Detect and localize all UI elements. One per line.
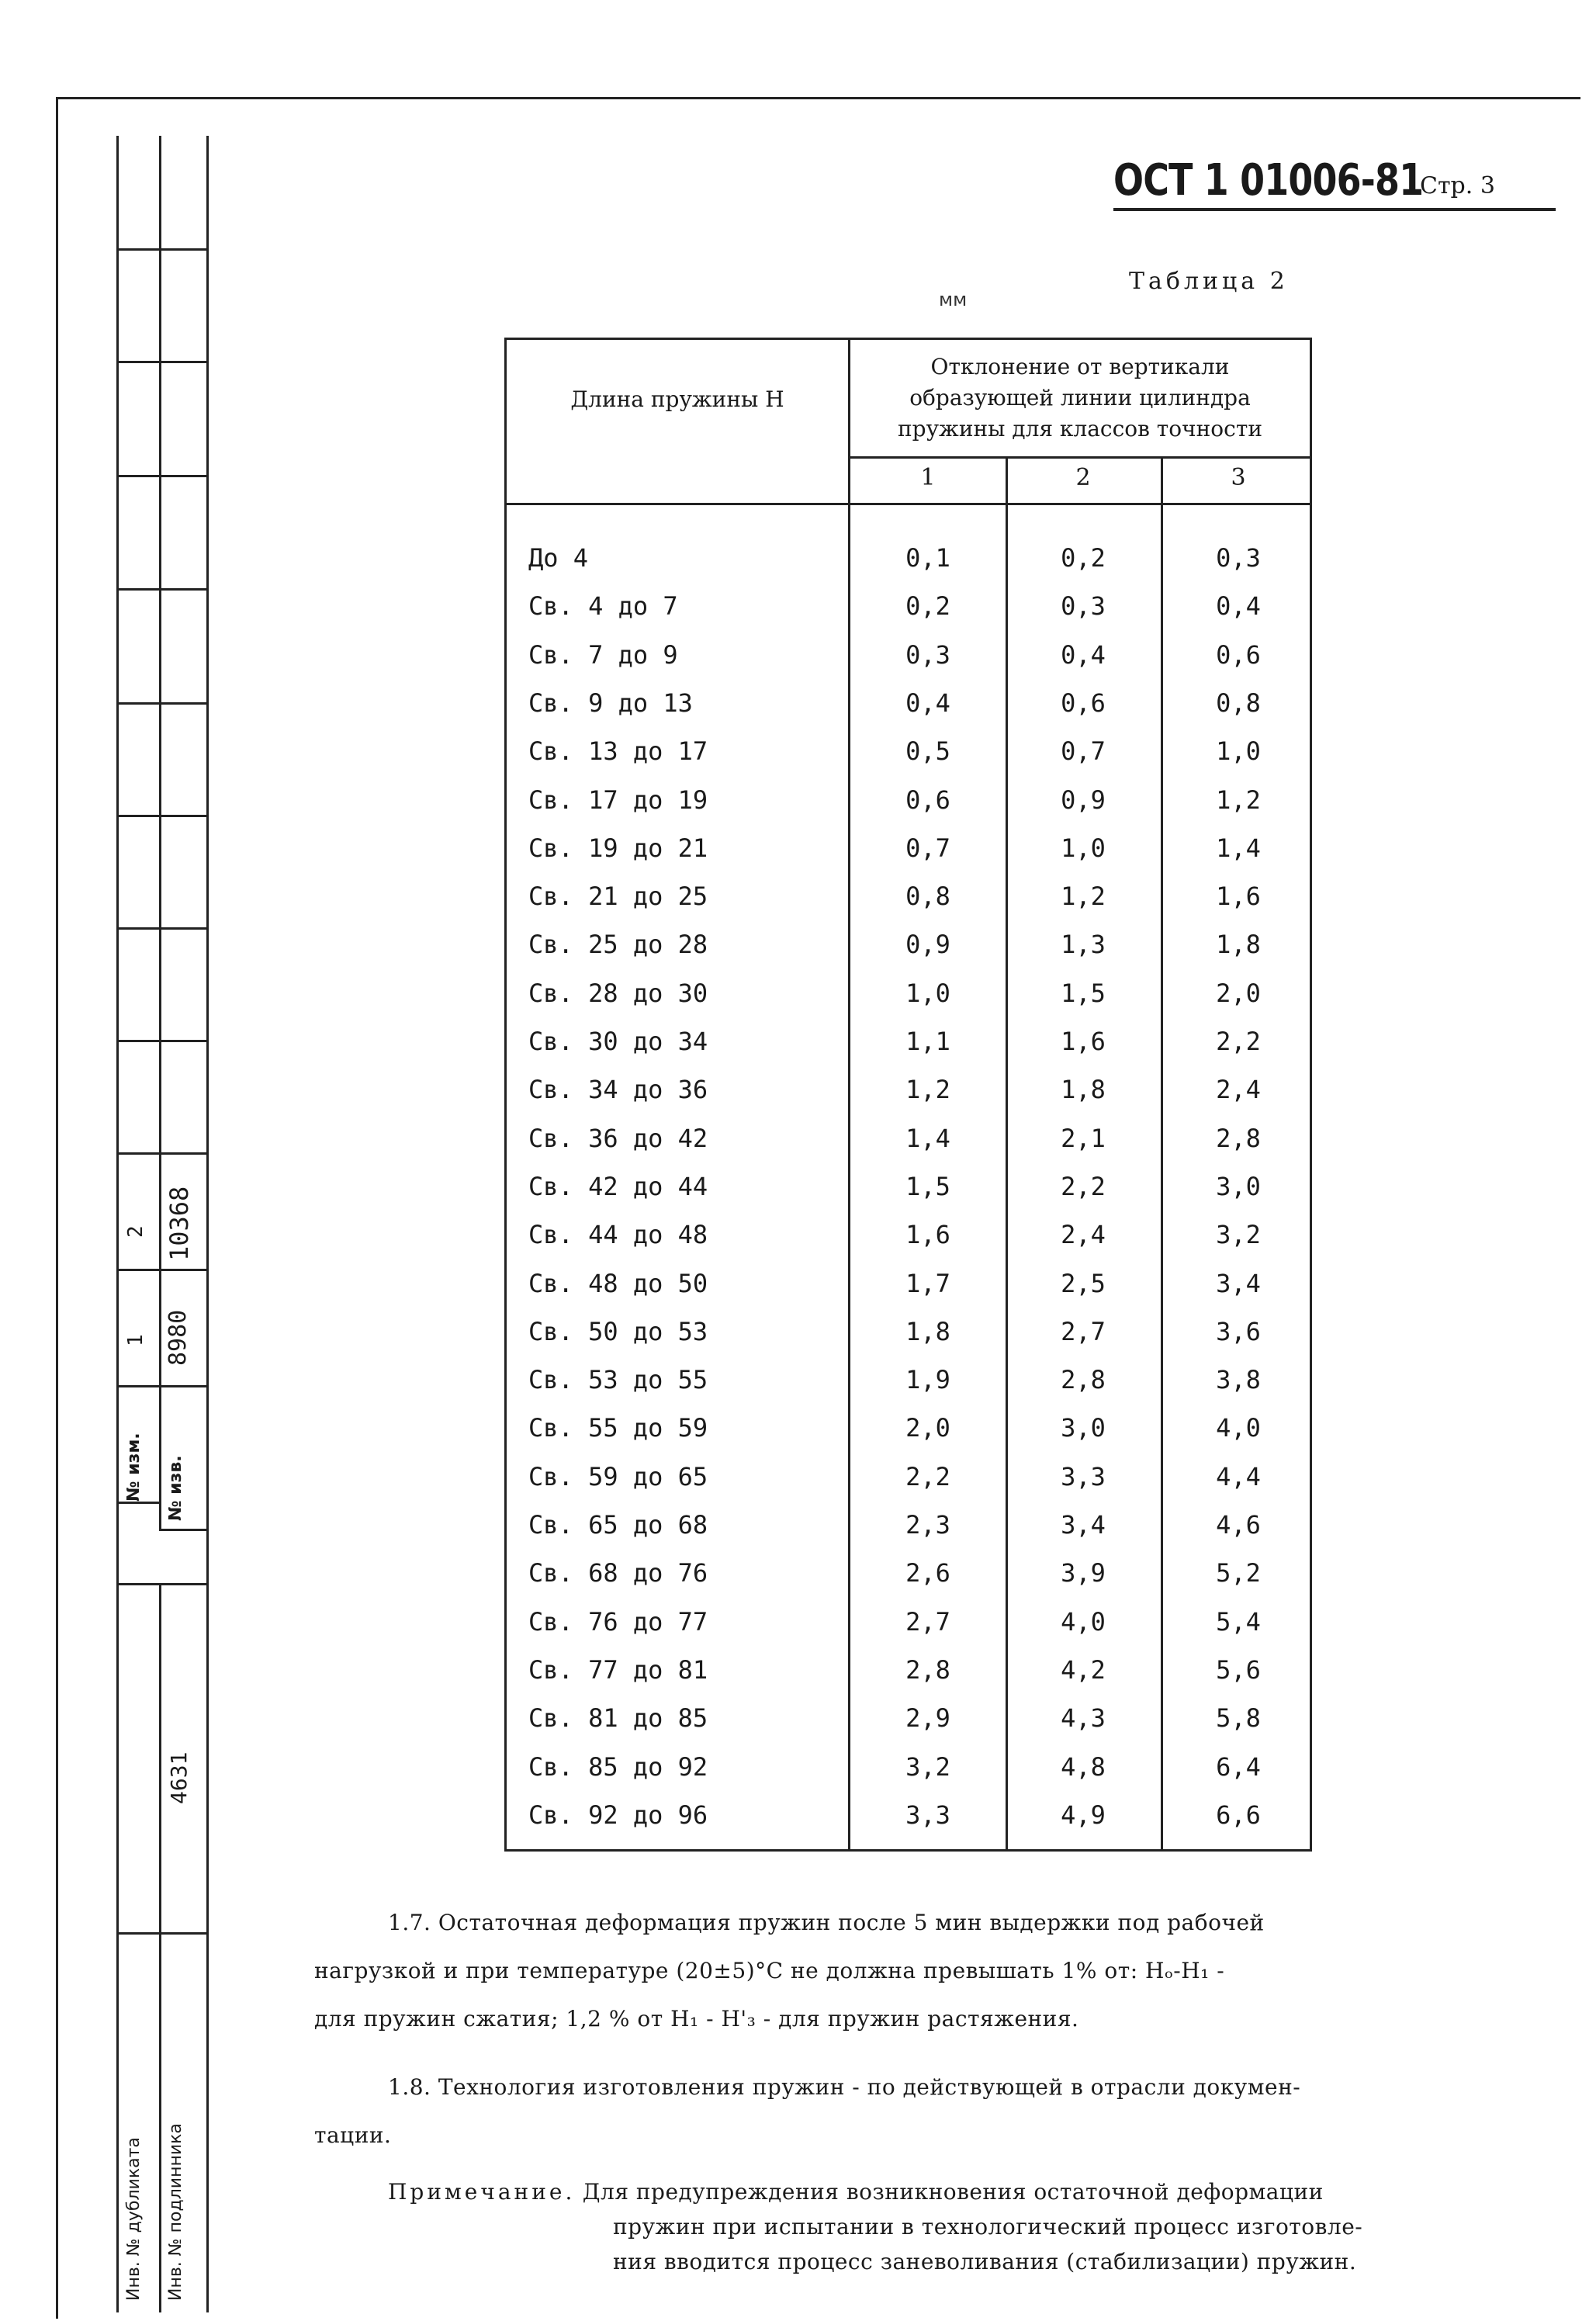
- cell-class-1: 0,9: [905, 930, 950, 960]
- cell-class-1: 1,5: [905, 1171, 950, 1201]
- para-1-7-line-2: нагрузкой и при температуре (20±5)°С не должна превышать 1% от: Hₒ-H₁ -: [314, 1958, 1225, 1983]
- stamp-izm-label: № изм.: [124, 1432, 144, 1502]
- para-1-7-line-3: для пружин сжатия; 1,2 % от H₁ - H'₃ - для пружин растяжения.: [314, 2006, 1079, 2032]
- cell-class-2: 2,1: [1061, 1123, 1106, 1153]
- class-number: 1: [920, 464, 936, 491]
- cell-class-3: 1,4: [1216, 833, 1261, 863]
- cell-class-2: 2,2: [1061, 1171, 1106, 1201]
- table-row: [507, 1607, 1310, 1655]
- cell-length: Св. 44 до 48: [528, 1220, 708, 1250]
- cell-length: Св. 36 до 42: [528, 1123, 708, 1153]
- stamp-rule: [116, 361, 206, 363]
- para-1-8-line-2: тации.: [314, 2122, 392, 2148]
- cell-class-2: 1,5: [1061, 978, 1106, 1008]
- cell-class-1: 1,7: [905, 1268, 950, 1298]
- cell-class-2: 2,5: [1061, 1268, 1106, 1298]
- cell-class-2: 2,7: [1061, 1316, 1106, 1346]
- cell-class-2: 1,8: [1061, 1075, 1106, 1105]
- stamp-inv-podlinnika: Инв. № подлинника: [166, 2123, 185, 2301]
- cell-length: Св. 30 до 34: [528, 1027, 708, 1056]
- stamp-rule: [116, 702, 206, 705]
- table-row: [507, 1124, 1310, 1172]
- cell-class-3: 3,8: [1216, 1365, 1261, 1395]
- cell-class-2: 3,3: [1061, 1461, 1106, 1491]
- table-row: [507, 1752, 1310, 1800]
- cell-class-2: 3,4: [1061, 1510, 1106, 1540]
- header-rule: [1113, 208, 1556, 211]
- stamp-rule: [116, 1269, 206, 1271]
- cell-class-3: 1,0: [1216, 736, 1261, 767]
- cell-class-3: 6,6: [1216, 1800, 1261, 1830]
- cell-class-2: 1,0: [1061, 833, 1106, 863]
- cell-class-3: 4,0: [1216, 1413, 1261, 1443]
- cell-class-2: 0,3: [1061, 591, 1106, 622]
- stamp-rule: [116, 588, 206, 591]
- cell-class-1: 1,6: [905, 1220, 950, 1250]
- cell-class-3: 6,4: [1216, 1751, 1261, 1782]
- side-stamp-divider-lower: [159, 1583, 161, 2312]
- table-row: [507, 1510, 1310, 1558]
- table-row: [507, 640, 1310, 688]
- stamp-rule: [116, 475, 206, 477]
- cell-class-2: 2,8: [1061, 1365, 1106, 1395]
- table-header-rule: [507, 503, 1310, 505]
- cell-length: Св. 42 до 44: [528, 1171, 708, 1201]
- header-deviation-line: пружины для классов точности: [898, 416, 1262, 442]
- cell-class-3: 0,4: [1216, 591, 1261, 622]
- cell-class-3: 5,2: [1216, 1558, 1261, 1588]
- header-deviation-line: образующей линии цилиндра: [909, 385, 1251, 411]
- cell-class-2: 3,0: [1061, 1413, 1106, 1443]
- cell-length: Св. 34 до 36: [528, 1075, 708, 1105]
- cell-class-3: 0,8: [1216, 688, 1261, 718]
- cell-class-3: 4,6: [1216, 1510, 1261, 1540]
- page-number: Стр. 3: [1420, 172, 1495, 199]
- para-1-8-line-1: 1.8. Технология изготовления пружин - по действующей в отрасли докумен-: [388, 2074, 1301, 2100]
- cell-class-1: 0,7: [905, 833, 950, 863]
- table-row: [507, 1365, 1310, 1413]
- cell-class-1: 0,5: [905, 736, 950, 767]
- cell-class-3: 2,0: [1216, 978, 1261, 1008]
- stamp-rule: [116, 248, 206, 251]
- cell-class-3: 5,4: [1216, 1606, 1261, 1637]
- cell-class-1: 0,2: [905, 591, 950, 622]
- cell-length: Св. 53 до 55: [528, 1365, 708, 1395]
- header-length: Длина пружины H: [570, 386, 784, 412]
- cell-class-3: 2,8: [1216, 1123, 1261, 1153]
- stamp-podlinnik-number: 4631: [166, 1751, 192, 1804]
- stamp-rule: [116, 1152, 206, 1155]
- cell-class-3: 3,2: [1216, 1220, 1261, 1250]
- cell-class-1: 3,2: [905, 1751, 950, 1782]
- header-deviation: [850, 352, 1310, 445]
- stamp-rule: [116, 1502, 159, 1504]
- table-row: [507, 688, 1310, 736]
- cell-class-1: 0,1: [905, 543, 950, 573]
- cell-class-1: 2,8: [905, 1654, 950, 1685]
- table-row: [507, 1075, 1310, 1123]
- class-number: 2: [1075, 464, 1091, 491]
- cell-class-2: 4,0: [1061, 1606, 1106, 1637]
- cell-class-1: 2,6: [905, 1558, 950, 1588]
- cell-length: Св. 92 до 96: [528, 1800, 708, 1830]
- cell-length: Св. 48 до 50: [528, 1268, 708, 1298]
- cell-class-2: 2,4: [1061, 1220, 1106, 1250]
- cell-class-3: 1,2: [1216, 785, 1261, 815]
- table-row: [507, 1413, 1310, 1461]
- table-header-rule: [850, 456, 1310, 459]
- cell-length: Св. 55 до 59: [528, 1413, 708, 1443]
- table-row: [507, 882, 1310, 930]
- stamp-inv-dublikata: Инв. № дубликата: [124, 2137, 144, 2301]
- note-line-3: ния вводится процесс заневоливания (стабилизации) пружин.: [613, 2249, 1357, 2274]
- stamp-rule: [159, 1529, 206, 1531]
- cell-class-2: 0,9: [1061, 785, 1106, 815]
- cell-length: Св. 65 до 68: [528, 1510, 708, 1540]
- cell-class-2: 4,8: [1061, 1751, 1106, 1782]
- note-text-1: Для предупреждения возникновения остаточной деформации: [582, 2179, 1324, 2205]
- table-title: Таблица 2: [1129, 268, 1289, 295]
- cell-class-2: 3,9: [1061, 1558, 1106, 1588]
- cell-class-2: 4,3: [1061, 1703, 1106, 1734]
- stamp-izm-2: 2: [124, 1225, 147, 1238]
- cell-class-1: 0,8: [905, 882, 950, 912]
- stamp-izv-1: 8980: [164, 1309, 192, 1366]
- stamp-rule: [116, 1040, 206, 1042]
- cell-class-1: 1,8: [905, 1316, 950, 1346]
- cell-length: Св. 28 до 30: [528, 978, 708, 1008]
- cell-class-1: 0,6: [905, 785, 950, 815]
- header-deviation-line: Отклонение от вертикали: [930, 354, 1230, 379]
- note-label: Примечание.: [388, 2179, 576, 2205]
- table-row: [507, 833, 1310, 882]
- cell-class-2: 1,2: [1061, 882, 1106, 912]
- table-row: [507, 785, 1310, 833]
- stamp-izv-2: 10368: [164, 1186, 194, 1261]
- cell-length: Св. 7 до 9: [528, 639, 678, 670]
- cell-class-3: 3,0: [1216, 1171, 1261, 1201]
- stamp-rule: [116, 1385, 206, 1387]
- cell-class-3: 4,4: [1216, 1461, 1261, 1491]
- cell-length: Св. 68 до 76: [528, 1558, 708, 1588]
- table-units: мм: [939, 289, 968, 310]
- table-row: [507, 1655, 1310, 1703]
- cell-class-1: 1,9: [905, 1365, 950, 1395]
- cell-class-1: 1,0: [905, 978, 950, 1008]
- cell-length: Св. 76 до 77: [528, 1606, 708, 1637]
- cell-class-3: 5,6: [1216, 1654, 1261, 1685]
- table-row: [507, 736, 1310, 785]
- cell-class-2: 4,9: [1061, 1800, 1106, 1830]
- cell-length: Св. 50 до 53: [528, 1316, 708, 1346]
- cell-length: Св. 81 до 85: [528, 1703, 708, 1734]
- side-stamp-divider: [159, 136, 161, 1529]
- para-1-7-line-1: 1.7. Остаточная деформация пружин после 5 мин выдержки под рабочей: [388, 1910, 1265, 1935]
- table-row: [507, 979, 1310, 1027]
- table-row: [507, 1462, 1310, 1510]
- cell-class-1: 2,0: [905, 1413, 950, 1443]
- cell-class-1: 1,2: [905, 1075, 950, 1105]
- cell-length: Св. 21 до 25: [528, 882, 708, 912]
- cell-class-2: 0,7: [1061, 736, 1106, 767]
- table-row: [507, 1558, 1310, 1606]
- cell-class-3: 0,6: [1216, 639, 1261, 670]
- cell-class-1: 2,7: [905, 1606, 950, 1637]
- cell-length: Св. 25 до 28: [528, 930, 708, 960]
- cell-length: Св. 17 до 19: [528, 785, 708, 815]
- cell-class-2: 0,2: [1061, 543, 1106, 573]
- cell-class-3: 2,2: [1216, 1027, 1261, 1056]
- cell-class-1: 1,1: [905, 1027, 950, 1056]
- stamp-rule: [116, 927, 206, 930]
- document-code: ОСТ 1 01006-81: [1113, 155, 1424, 206]
- cell-class-3: 1,6: [1216, 882, 1261, 912]
- cell-class-1: 2,9: [905, 1703, 950, 1734]
- table-row: [507, 1703, 1310, 1751]
- table-row: [507, 1027, 1310, 1075]
- cell-class-2: 0,4: [1061, 639, 1106, 670]
- cell-class-2: 4,2: [1061, 1654, 1106, 1685]
- table-row: [507, 1172, 1310, 1220]
- cell-class-1: 1,4: [905, 1123, 950, 1153]
- cell-class-3: 1,8: [1216, 930, 1261, 960]
- cell-length: Св. 59 до 65: [528, 1461, 708, 1491]
- stamp-rule: [116, 815, 206, 817]
- cell-length: Св. 77 до 81: [528, 1654, 708, 1685]
- table-row: [507, 1800, 1310, 1848]
- table-row: [507, 591, 1310, 639]
- cell-class-2: 0,6: [1061, 688, 1106, 718]
- cell-class-2: 1,6: [1061, 1027, 1106, 1056]
- deviation-table: [504, 338, 1312, 1852]
- table-row: [507, 1220, 1310, 1268]
- class-number: 3: [1231, 464, 1246, 491]
- stamp-izv-label: № изв.: [166, 1455, 185, 1521]
- cell-class-1: 0,3: [905, 639, 950, 670]
- cell-length: Св. 4 до 7: [528, 591, 678, 622]
- stamp-izm-1: 1: [124, 1334, 147, 1346]
- note-line-2: пружин при испытании в технологический процесс изготовле-: [613, 2214, 1363, 2240]
- stamp-rule: [116, 1583, 206, 1585]
- cell-length: До 4: [528, 543, 589, 573]
- cell-class-1: 3,3: [905, 1800, 950, 1830]
- cell-class-2: 1,3: [1061, 930, 1106, 960]
- cell-class-3: 3,6: [1216, 1316, 1261, 1346]
- cell-length: Св. 19 до 21: [528, 833, 708, 863]
- cell-class-3: 0,3: [1216, 543, 1261, 573]
- cell-length: Св. 85 до 92: [528, 1751, 708, 1782]
- cell-class-1: 2,3: [905, 1510, 950, 1540]
- cell-class-3: 3,4: [1216, 1268, 1261, 1298]
- cell-class-3: 5,8: [1216, 1703, 1261, 1734]
- side-stamp-strip: [116, 136, 209, 2312]
- table-row: [507, 1317, 1310, 1365]
- stamp-rule: [116, 1932, 206, 1935]
- cell-class-3: 2,4: [1216, 1075, 1261, 1105]
- table-row: [507, 1269, 1310, 1317]
- cell-length: Св. 13 до 17: [528, 736, 708, 767]
- table-row: [507, 930, 1310, 978]
- table-row: [507, 543, 1310, 591]
- cell-class-1: 0,4: [905, 688, 950, 718]
- cell-class-1: 2,2: [905, 1461, 950, 1491]
- cell-length: Св. 9 до 13: [528, 688, 693, 718]
